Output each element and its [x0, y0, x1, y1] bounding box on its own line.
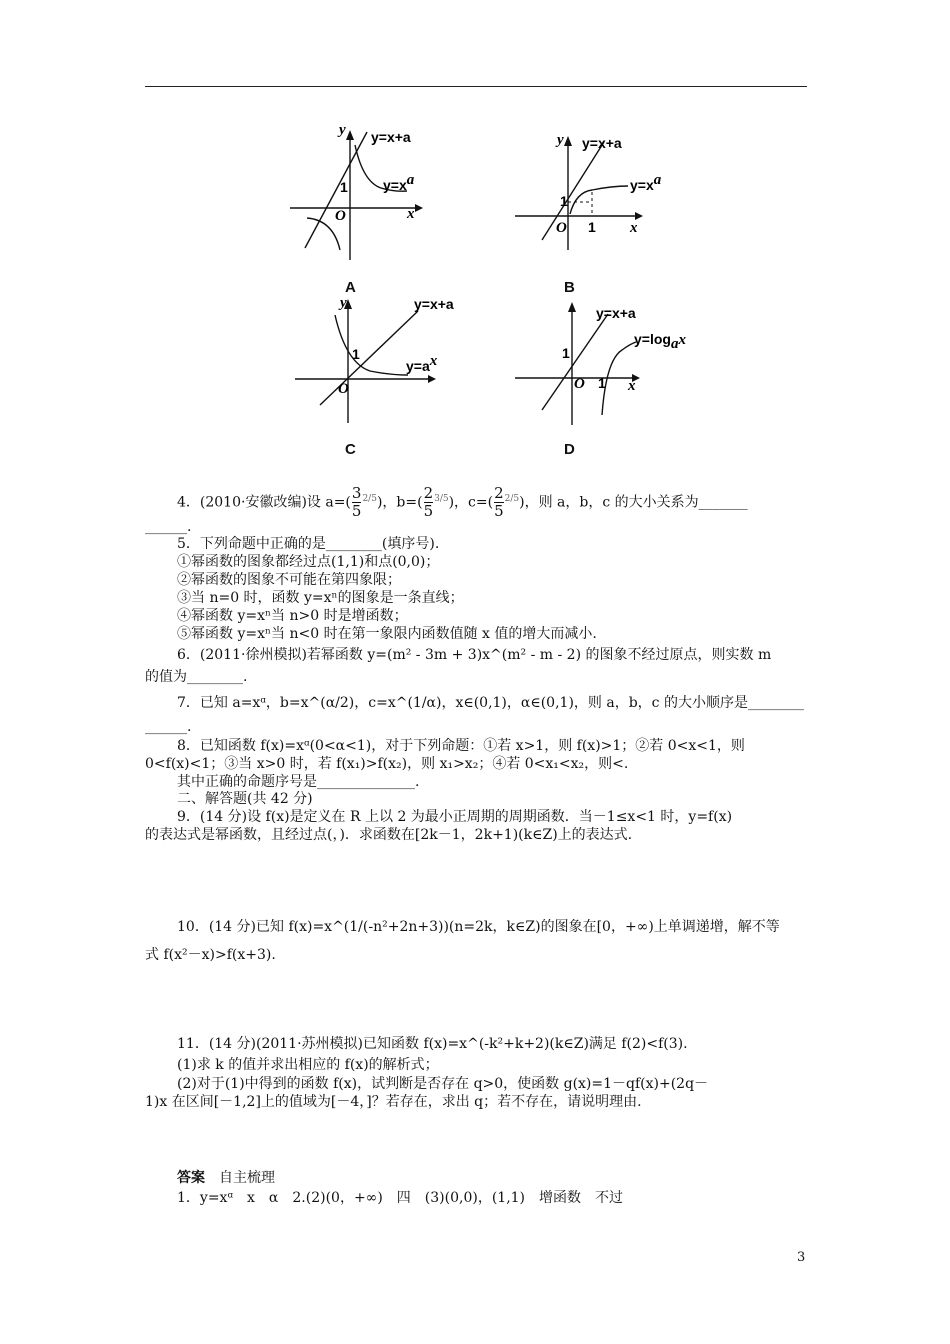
question-6: 6．(2011·徐州模拟)若幂函数 y=(m² - 3m + 3)x^(m² - m - 2) 的图象不经过原点，则实数 m — [177, 647, 772, 663]
graph-c-curve-label: y=a — [406, 358, 430, 374]
question-11-line-2: (1)求 k 的值并求出相应的 f(x)的解析式； — [177, 1057, 439, 1073]
question-8-line-3: 其中正确的命题序号是______________. — [177, 774, 420, 790]
graph-d-origin: O — [574, 376, 585, 392]
graph-b-line-label: y=x+a — [582, 135, 622, 151]
question-5-item-2: ②幂函数的图象不可能在第四象限； — [177, 572, 401, 588]
question-5-item-3: ③当 n=0 时，函数 y=xⁿ的图象是一条直线； — [177, 590, 464, 606]
svg-text:y=xa: y=xa — [383, 172, 415, 193]
question-5-item-1: ①幂函数的图象都经过点(1,1)和点(0,0)； — [177, 554, 440, 570]
graph-a-line-label: y=x+a — [371, 129, 411, 145]
header-rule — [145, 86, 807, 87]
graph-c — [290, 293, 470, 433]
graph-c-origin: O — [338, 381, 349, 397]
question-8-line-2: 0<f(x)<1；③当 x>0 时，若 f(x₁)>f(x₂)，则 x₁>x₂；④若 0<x₁<x₂，则<. — [145, 756, 629, 772]
graph-d-one-x: 1 — [598, 375, 606, 391]
graph-a-origin: O — [335, 208, 346, 224]
graph-c-line-label: y=x+a — [414, 296, 454, 312]
graph-d-curve-label: y=log — [634, 331, 671, 347]
graph-b-y-label: y — [557, 132, 564, 148]
graph-b-x-label: x — [630, 220, 638, 236]
svg-text:y=xa: y=xa — [630, 172, 662, 193]
question-7: 7．已知 a=xᵅ，b=x^(α/2)，c=x^(1/α)，x∈(0,1)，α∈(0,1)，则 a，b，c 的大小顺序是________ — [177, 695, 804, 711]
question-4: 4．(2010·安徽改编)设 a=( $\frac{3}{5}$ $^{2/5}$)，b=( $\frac{2}{5}$ $^{3/5}$)，c=( $\frac{2}{5}$ $^{2/5}$)，则 a，b，c 的大小关系为_______ — [177, 484, 748, 521]
question-7-cont: ______. — [145, 719, 192, 735]
question-8-line-1: 8．已知函数 f(x)=xᵅ(0<α<1)，对于下列命题：①若 x>1，则 f(x)>1；②若 0<x<1，则 — [177, 738, 745, 754]
graph-b-one-x: 1 — [588, 219, 596, 235]
answer-heading — [145, 1169, 857, 1187]
question-11-line-4: 1)x 在区间[－1,2]上的值域为[－4，]？若存在，求出 q；若不存在，请说明理由. — [145, 1094, 642, 1110]
graph-c-y-label: y — [340, 295, 347, 311]
graph-d-x-label: x — [628, 378, 636, 394]
question-6-cont: 的值为________. — [145, 669, 248, 685]
page-number: 3 — [797, 1250, 806, 1265]
answer-line-1: 1．y=xᵅ x α 2.(2)(0，+∞) 四 (3)(0,0)，(1,1) 增函数 不过 — [177, 1190, 624, 1206]
graph-a — [285, 120, 445, 270]
question-5-item-4: ④幂函数 y=xⁿ当 n>0 时是增函数； — [177, 608, 408, 624]
question-11-line-3: (2)对于(1)中得到的函数 f(x)，试判断是否存在 q>0，使函数 g(x)=1－qf(x)+(2q－ — [177, 1076, 709, 1092]
graph-a-y-label: y — [339, 122, 346, 138]
question-11-line-1: 11．(14 分)(2011·苏州模拟)已知函数 f(x)=x^(-k²+k+2)(k∈Z)满足 f(2)<f(3). — [177, 1036, 688, 1052]
answer-label: 答案 — [177, 1170, 205, 1186]
graph-a-curve-label: y=x — [383, 177, 407, 193]
graph-b-one-y: 1 — [560, 193, 568, 209]
question-10-line-1: 10．(14 分)已知 f(x)=x^(1/(-n²+2n+3))(n=2k，k∈Z)的图象在[0，+∞)上单调递增，解不等 — [177, 919, 780, 935]
question-5-title: 5．下列命题中正确的是________(填序号). — [177, 536, 440, 552]
graph-b — [510, 130, 680, 260]
section-2-heading: 二、解答题(共 42 分) — [177, 791, 313, 807]
graph-a-caption: A — [345, 279, 356, 296]
graph-c-one: 1 — [352, 346, 360, 362]
question-9-line-1: 9．(14 分)设 f(x)是定义在 R 上以 2 为最小正周期的周期函数．当－1≤x<1 时，y=f(x) — [177, 809, 733, 825]
graph-a-one: 1 — [340, 179, 348, 195]
graph-b-origin: O — [556, 220, 567, 236]
graph-c-caption: C — [345, 441, 356, 458]
graph-d-one-y: 1 — [562, 345, 570, 361]
graph-d — [510, 300, 710, 430]
graph-b-caption: B — [564, 279, 575, 296]
graph-b-curve-label: y=x — [630, 177, 654, 193]
graph-d-caption: D — [564, 441, 575, 458]
question-5-item-5: ⑤幂函数 y=xⁿ当 n<0 时在第一象限内函数值随 x 值的增大而减小. — [177, 626, 597, 642]
question-4-cont: ______. — [145, 519, 192, 535]
graph-d-line-label: y=x+a — [596, 305, 636, 321]
question-9-line-2: 的表达式是幂函数，且经过点(，)．求函数在[2k－1，2k+1)(k∈Z)上的表达式. — [145, 827, 633, 843]
graph-a-x-label: x — [407, 206, 415, 222]
question-10-line-2: 式 f(x²－x)>f(x+3). — [145, 947, 276, 963]
svg-text:y=ax: y=ax — [406, 353, 438, 374]
answer-subtitle: 自主梳理 — [219, 1170, 275, 1186]
svg-text:y=logax: y=logax — [634, 331, 686, 352]
